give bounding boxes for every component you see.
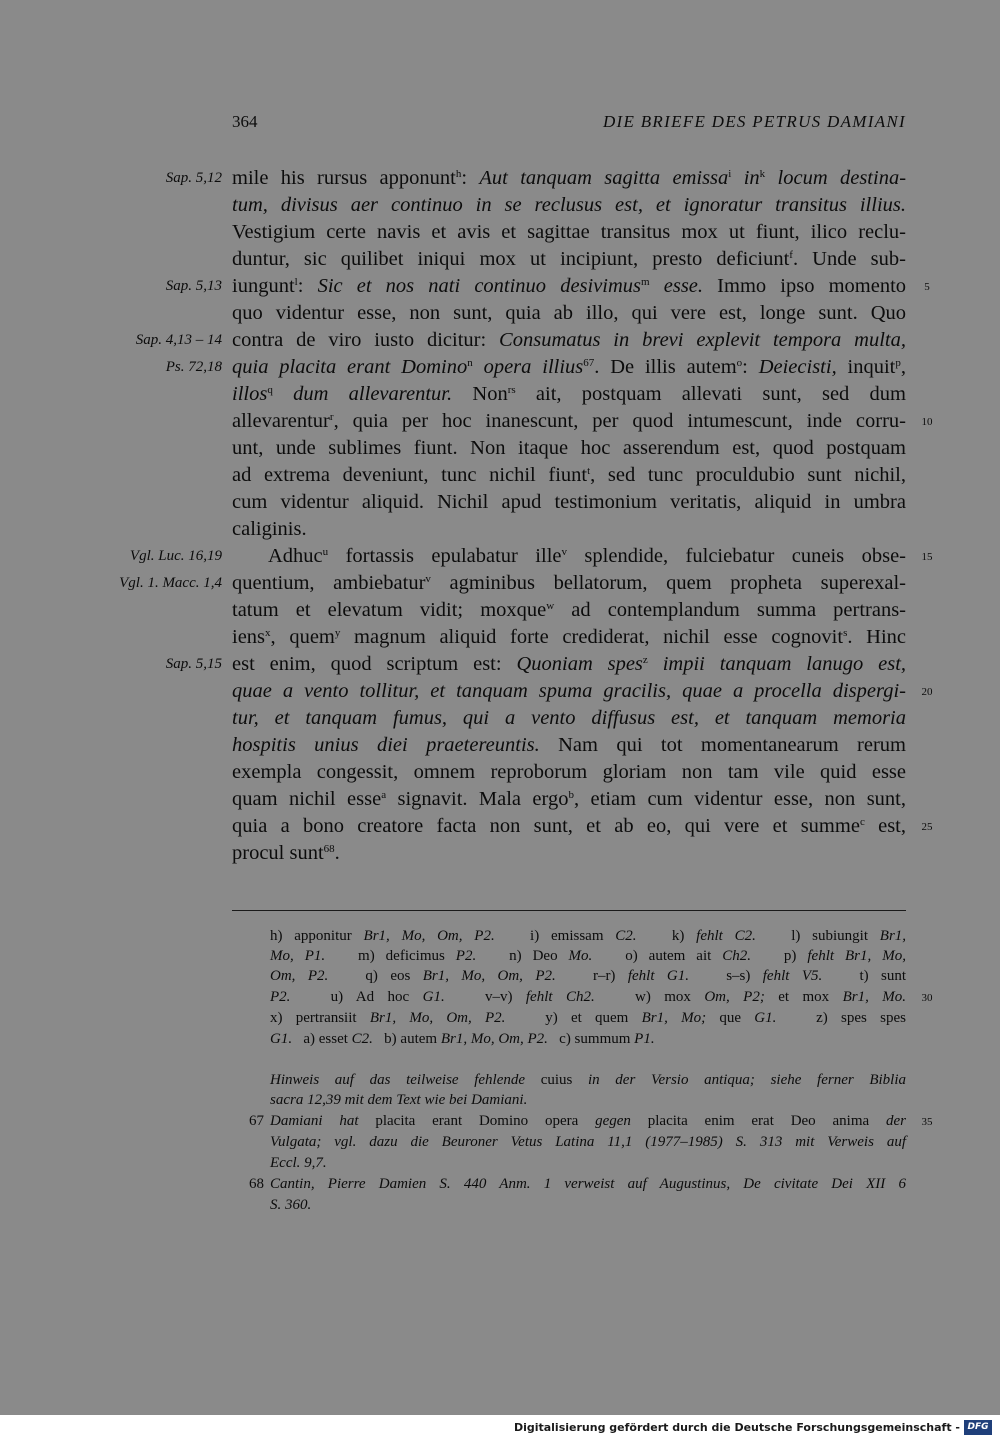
margin-ref: Vgl. 1. Macc. 1,4 [119,575,222,591]
text-line: tur, et tanquam fumus, qui a vento diffusus est, et tanquam memoria [232,707,906,729]
page-number: 364 [232,112,258,131]
note-line: Vulgata; vgl. dazu die Beuroner Vetus Latina 11,1 (1977–1985) S. 313 mit Verweis auf [270,1134,906,1150]
text-line: mile his rursus apponunt$^h$: Aut tanquam sagitta emissa$^i$ $in^k$ locum destina- [232,167,907,189]
text-line: allevarentur$^r$, quia per hoc inanescunt, per quod intumescunt, inde corru- [232,410,906,432]
text-line: tum, divisus aer continuo in se reclusus est, et ignoratur transitus illius. [232,194,906,216]
footer-bar [0,1415,1000,1441]
text-line: contra de viro iusto dicitur: Consumatus in brevi explevit tempora multa, [232,329,906,351]
note-line: Hinweis auf das teilweise fehlende cuius in der Versio antiqua; siehe ferner Biblia [270,1072,906,1088]
apparatus-line: P2. u) Ad hoc G1. v–v) fehlt Ch2. w) mox Om, P2; et mox Br1, Mo. [270,989,907,1005]
text-line: illos$^q$ dum allevarentur. Non$^{rs}$ ait, postquam allevati sunt, sed dum [232,383,907,405]
line-number: 10 [921,416,933,428]
text-line: quentium, ambiebatur$^v$ agminibus bellatorum, quem propheta superexal- [232,572,907,594]
margin-ref: Ps. 72,18 [165,359,222,375]
text-line: quo videntur esse, non sunt, quia ab illo, qui vere est, longe sunt. Quo [232,302,906,324]
dfg-logo: DFG [964,1420,992,1435]
text-line: ad extrema deveniunt, tunc nichil fiunt$^t$, sed tunc proculdubio sunt nichil, [232,464,907,486]
note-number: 68 [249,1176,264,1192]
text-line: quia placita erant Domino$^n$ opera illius$^{67}$. De illis autem$^o$: Deiecisti, inquit$^p$, [232,356,907,378]
running-header [232,112,906,138]
apparatus-line: G1. a) esset C2. b) autem Br1, Mo, Om, P2. c) summum P1. [270,1031,655,1047]
funding-note: Digitalisierung gefördert durch die Deutsche Forschungsgemeinschaft - [513,1421,960,1434]
margin-ref: Sap. 4,13 – 14 [135,332,222,348]
margin-ref: Vgl. Luc. 16,19 [129,548,222,564]
text-line: caliginis. [232,518,307,540]
apparatus-line: Mo, P1. m) deficimus P2. n) Deo Mo. o) autem ait Ch2. p) fehlt Br1, Mo, [270,948,906,964]
text-line: procul sunt$^{68}$. [232,842,340,864]
text-line: est enim, quod scriptum est: Quoniam spes$^z$ impii tanquam lanugo est, [232,653,907,675]
line-number: 15 [921,551,933,563]
margin-ref: Sap. 5,15 [165,656,222,672]
note-number: 67 [249,1113,264,1129]
note-line: sacra 12,39 mit dem Text wie bei Damiani. [270,1092,528,1108]
text-line: cum videntur aliquid. Nichil apud testimonium veritatis, aliquid in umbra [232,491,906,513]
footnote-separator [232,910,906,911]
text-line: iens$^x$, quem$^y$ magnum aliquid forte crediderat, nichil esse cognovit$^s$. Hinc [232,626,906,648]
text-line: Vestigium certe navis et avis et sagittae transitus mox ut fiunt, ilico reclu- [232,221,906,243]
note-line: S. 360. [270,1197,312,1213]
text-line: quae a vento tollitur, et tanquam spuma gracilis, quae a procella dispergi- [232,680,906,702]
line-number: 25 [921,821,933,833]
text-line: iungunt$^l$: Sic et nos nati continuo desivimus$^m$ esse. Immo ipso momento [232,275,907,297]
note-line: Damiani hat placita erant Domino opera gegen placita enim erat Deo anima der [270,1113,906,1129]
text-line: unt, unde sublimes fiunt. Non itaque hoc asserendum est, quod postquam [232,437,906,459]
text-line: hospitis unius diei praetereuntis. Nam qui tot momentanearum rerum [232,734,906,756]
note-line: Eccl. 9,7. [270,1155,327,1171]
text-line: exempla congessit, omnem reproborum gloriam non tam vile quid esse [232,761,906,783]
apparatus-line: Om, P2. q) eos Br1, Mo, Om, P2. r–r) fehlt G1. s–s) fehlt V5. t) sunt [270,968,907,984]
apparatus-line: x) pertransiit Br1, Mo, Om, P2. y) et quem Br1, Mo; que G1. z) spes spes [270,1010,906,1026]
text-line: quia a bono creatore facta non sunt, et ab eo, qui vere et summe$^c$ est, [232,815,906,837]
line-number: 5 [924,281,930,293]
margin-ref: Sap. 5,13 [165,278,222,294]
text-line: duntur, sic quilibet iniqui mox ut incipiunt, presto deficiunt$^f$. Unde sub- [232,248,906,270]
line-number: 30 [921,992,933,1004]
line-number: 20 [921,686,933,698]
margin-ref: Sap. 5,12 [165,170,222,186]
running-title: DIE BRIEFE DES PETRUS DAMIANI [602,112,906,131]
apparatus-line: h) apponitur Br1, Mo, Om, P2. i) emissam C2. k) fehlt C2. l) subiungit Br1, [270,928,907,944]
text-line: quam nichil esse$^a$ signavit. Mala ergo$^b$, etiam cum videntur esse, non sunt, [232,788,906,810]
text-line: Adhuc$^u$ fortassis epulabatur ille$^v$ splendide, fulciebatur cuneis obse- [268,545,906,567]
text-line: tatum et elevatum vidit; moxque$^w$ ad contemplandum summa pertrans- [232,599,906,621]
line-number: 35 [921,1116,933,1128]
note-line: Cantin, Pierre Damien S. 440 Anm. 1 verweist auf Augustinus, De civitate Dei XII 6 [270,1176,906,1192]
